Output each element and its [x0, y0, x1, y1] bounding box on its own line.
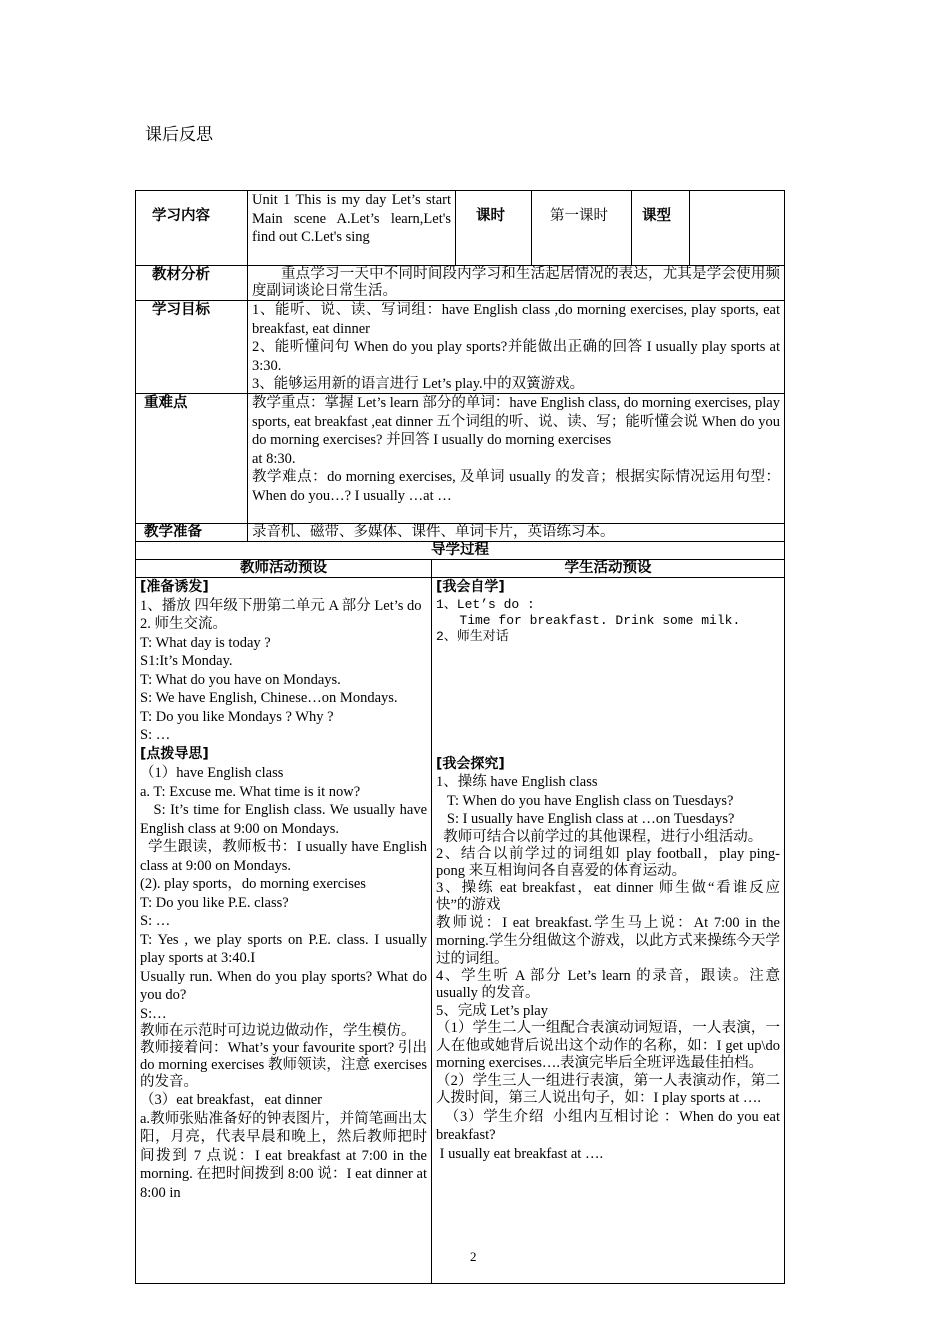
- teacher-line: （3）eat breakfast，eat dinner: [140, 1092, 322, 1108]
- teacher-line: S1:It’s Monday.: [140, 653, 233, 669]
- section-heading: [我会探究]: [436, 755, 505, 772]
- key-point-line: 教学重点：掌握 Let’s learn 部分的单词：have English class, do morning exercises, play sports, eat breakfast ,eat dinner 五个词组的听、说、读、写；能听懂会说 When do you do morning exercises? 并回答 I usually do morning exercises: [252, 395, 780, 448]
- teacher-line: (2). play sports，do morning exercises: [140, 876, 366, 892]
- student-activity-header: 学生活动预设: [432, 560, 784, 578]
- teacher-line: Usually run. When do you play sports? What do you do?: [140, 968, 427, 1003]
- student-line: 1、操练 have English class: [436, 774, 598, 790]
- section-heading: [点拨导思]: [140, 745, 209, 762]
- label-learning-goals: 学习目标: [136, 301, 248, 394]
- section-heading: [我会自学]: [436, 579, 505, 595]
- section-heading: [准备诱发]: [140, 579, 209, 595]
- student-line: 1、Let’s do :: [436, 596, 535, 612]
- lesson-type-value: [690, 191, 784, 266]
- teacher-line: 2. 师生交流。: [140, 616, 227, 632]
- student-line: （1）学生二人一组配合表演动词短语，一人表演，一人在他或她背后说出这个动作的名称，如：I get up\do morning exercises….表演完毕后全班评选最佳拍档。: [436, 1020, 780, 1071]
- teacher-activity-column: [136, 578, 432, 1283]
- teacher-line: T: Do you like P.E. class?: [140, 894, 289, 911]
- student-line: 教师可结合以前学过的其他课程，进行小组活动。: [436, 828, 763, 845]
- student-line: 2、师生对话: [436, 628, 509, 644]
- student-line: I usually eat breakfast at ….: [436, 1145, 604, 1162]
- student-line: （2）学生三人一组进行表演，第一人表演动作，第二人拨时间，第三人说出句子，如：I play sports at ….: [436, 1072, 780, 1106]
- label-lesson-type: 课型: [632, 191, 690, 266]
- label-class-hours: 课时: [456, 191, 532, 266]
- teacher-line: a.教师张贴准备好的钟表图片，并简笔画出太阳，月亮，代表早晨和晚上，然后教师把时间拨到 7 点说：I eat breakfast at 7:00 in the morning. 在把时间拨到 8:00 说：I eat dinner at 8:00 in: [140, 1110, 427, 1201]
- label-material-analysis: 教材分析: [136, 266, 248, 301]
- teacher-line: S: …: [140, 727, 171, 743]
- student-line: Time for breakfast. Drink some milk.: [436, 612, 741, 628]
- goal-line: 2、能听懂问句 When do you play sports?并能做出正确的回答 I usually play sports at 3:30.: [252, 339, 780, 374]
- page-heading: 课后反思: [145, 125, 213, 144]
- student-line: 4、学生听 A 部分 Let’s learn 的录音，跟读。注意 usually 的发音。: [436, 967, 780, 1001]
- student-activity-column: [432, 578, 784, 1283]
- goal-line: 1、能听、说、读、写词组：have English class ,do morning exercises, play sports, eat breakfast, eat dinner: [252, 302, 780, 337]
- label-teaching-prep: 教学准备: [136, 524, 248, 542]
- teacher-line: T: What do you have on Mondays.: [140, 671, 341, 688]
- student-line: T: When do you have English class on Tuesdays?: [436, 792, 734, 809]
- teacher-line: S: We have English, Chinese…on Mondays.: [140, 690, 398, 706]
- teacher-line: S: …: [140, 913, 171, 929]
- lesson-plan-table: [135, 190, 785, 1284]
- teacher-line: T: What day is today ?: [140, 634, 271, 651]
- process-title: 导学过程: [136, 542, 784, 560]
- teaching-prep-value: 录音机、磁带、多媒体、课件、单词卡片，英语练习本。: [248, 524, 784, 542]
- learning-goals-value: [248, 301, 784, 394]
- key-point-line: at 8:30.: [252, 450, 296, 467]
- teacher-line: T: Yes , we play sports on P.E. class. I usually play sports at 3:40.I: [140, 931, 427, 966]
- teacher-line: T: Do you like Mondays ? Why ?: [140, 708, 334, 725]
- teacher-activity-header: 教师活动预设: [136, 560, 432, 578]
- student-line: 5、完成 Let’s play: [436, 1002, 548, 1019]
- student-line: 3、操练 eat breakfast，eat dinner 师生做“看谁反应快”的游戏: [436, 879, 780, 913]
- student-line: S: I usually have English class at …on Tuesdays?: [436, 811, 735, 827]
- label-study-content: 学习内容: [136, 191, 248, 266]
- teacher-line: 教师接着问：What’s your favourite sport? 引出 do morning exercises 教师领读，注意 exercises 的发音。: [140, 1040, 427, 1090]
- teacher-line: a. T: Excuse me. What time is it now?: [140, 783, 361, 800]
- teacher-line: S:…: [140, 1005, 167, 1022]
- material-analysis-value: 重点学习一天中不同时间段内学习和生活起居情况的表达，尤其是学会使用频度副词谈论日常生活。: [248, 266, 784, 301]
- key-point-line: 教学难点：do morning exercises, 及单词 usually 的发音；根据实际情况运用句型：When do you…? I usually …at …: [252, 469, 780, 504]
- teacher-line: 1、播放 四年级下册第二单元 A 部分 Let’s do: [140, 597, 422, 614]
- study-content-value: Unit 1 This is my day Let’s start Main scene A.Let’s learn,Let's find out C.Let's sing: [248, 191, 456, 266]
- student-line: 2、结合以前学过的词组如 play football，play ping-pong 来互相询问各自喜爱的体育运动。: [436, 845, 780, 879]
- goal-line: 3、能够运用新的语言进行 Let’s play.中的双簧游戏。: [252, 376, 585, 392]
- teacher-line: S: It’s time for English class. We usually have English class at 9:00 on Mondays.: [140, 802, 431, 837]
- page-number: 2: [470, 1249, 477, 1264]
- student-line: （3）学生介绍 小组内互相讨论 ：When do you eat breakfast?: [436, 1108, 784, 1143]
- teacher-line: （1）have English class: [140, 765, 284, 781]
- student-line: 教师说：I eat breakfast.学生马上说：At 7:00 in the morning.学生分组做这个游戏，以此方式来操练今天学过的词组。: [436, 914, 780, 967]
- label-key-points: 重难点: [136, 394, 248, 524]
- key-points-value: [248, 394, 784, 524]
- teacher-line: 教师在示范时可边说边做动作，学生模仿。: [140, 1023, 416, 1039]
- teacher-line: 学生跟读，教师板书：I usually have English class at 9:00 on Mondays.: [140, 839, 431, 874]
- class-hours-value: 第一课时: [532, 191, 632, 266]
